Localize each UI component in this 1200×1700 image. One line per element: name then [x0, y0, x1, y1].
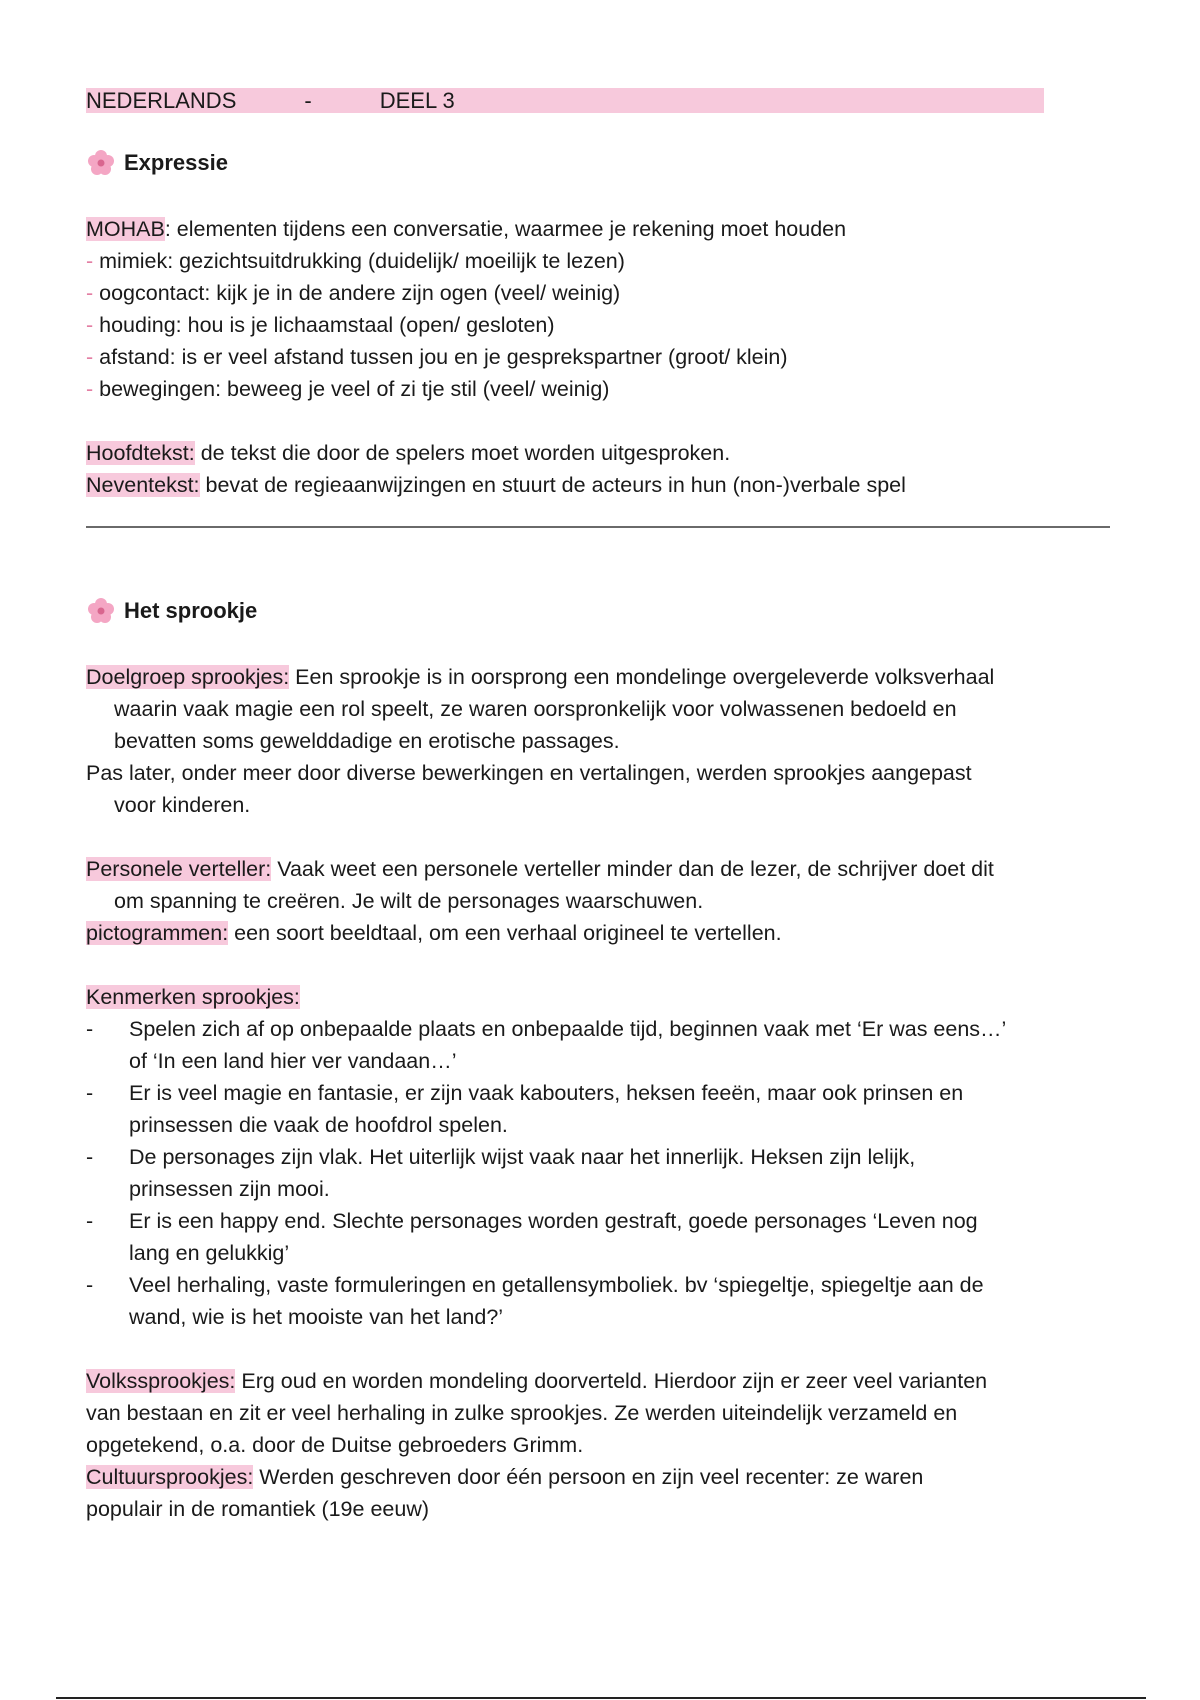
list-item: - houding: hou is je lichaamstaal (open/ gesloten): [86, 313, 555, 337]
title-subject: NEDERLANDS: [86, 88, 237, 113]
hoofdtekst-definition: Hoofdtekst: de tekst die door de spelers moet worden uitgesproken.: [86, 441, 731, 465]
cultuursprookjes-definition: Cultuursprookjes: Werden geschreven door één persoon en zijn veel recenter: ze waren: [86, 1465, 924, 1489]
term-hoofdtekst: Hoofdtekst:: [86, 441, 195, 465]
paragraph-line: bevatten soms gewelddadige en erotische passages.: [114, 729, 620, 753]
volkssprookjes-definition: Volkssprookjes: Erg oud en worden mondeling doorverteld. Hierdoor zijn er zeer veel varianten: [86, 1369, 988, 1393]
paragraph-line: voor kinderen.: [114, 793, 251, 817]
neventekst-definition: Neventekst: bevat de regieaanwijzingen en stuurt de acteurs in hun (non-)verbale spel: [86, 473, 906, 497]
document-title-bar: [86, 88, 1044, 113]
term-cultuursprookjes: Cultuursprookjes:: [86, 1465, 254, 1489]
term-verteller: Personele verteller:: [86, 857, 272, 881]
page-bottom-rule: [56, 1697, 1146, 1699]
list-item: - mimiek: gezichtsuitdrukking (duidelijk/ moeilijk te lezen): [86, 249, 625, 273]
section-heading-sprookje: [86, 596, 257, 626]
section-heading-expressie: [86, 148, 228, 178]
mohab-definition: MOHAB: elementen tijdens een conversatie, waarmee je rekening moet houden: [86, 217, 847, 241]
term-kenmerken: Kenmerken sprookjes:: [86, 985, 300, 1009]
paragraph-line: populair in de romantiek (19e eeuw): [86, 1497, 430, 1521]
section-title: Het sprookje: [124, 598, 258, 623]
paragraph-line: waarin vaak magie een rol speelt, ze waren oorspronkelijk voor volwassenen bedoeld en: [114, 697, 957, 721]
term-volkssprookjes: Volkssprookjes:: [86, 1369, 236, 1393]
section-title: Expressie: [124, 150, 228, 175]
kenmerken-heading: [86, 981, 300, 1013]
title-separator: -: [304, 88, 312, 113]
paragraph-line: van bestaan en zit er veel herhaling in zulke sprookjes. Ze werden uiteindelijk verzameld en: [86, 1401, 958, 1425]
pictogrammen-definition: pictogrammen: een soort beeldtaal, om een verhaal origineel te vertellen.: [86, 921, 782, 945]
paragraph-line: om spanning te creëren. Je wilt de personages waarschuwen.: [114, 889, 704, 913]
paragraph-line: opgetekend, o.a. door de Duitse gebroeders Grimm.: [86, 1433, 584, 1457]
section-divider: [86, 526, 1110, 528]
list-item: - bewegingen: beweeg je veel of zi tje stil (veel/ weinig): [86, 377, 610, 401]
paragraph-line: Pas later, onder meer door diverse bewerkingen en vertalingen, werden sprookjes aangepast: [86, 761, 972, 785]
list-item: - oogcontact: kijk je in de andere zijn ogen (veel/ weinig): [86, 281, 621, 305]
list-item: - afstand: is er veel afstand tussen jou en je gesprekspartner (groot/ klein): [86, 345, 788, 369]
term-neventekst: Neventekst:: [86, 473, 200, 497]
term-doelgroep: Doelgroep sprookjes:: [86, 665, 290, 689]
term-pictogrammen: pictogrammen:: [86, 921, 229, 945]
title-part: DEEL 3: [379, 88, 455, 113]
flower-icon: [86, 148, 116, 178]
flower-icon: [86, 596, 116, 626]
doelgroep-definition: Doelgroep sprookjes: Een sprookje is in oorsprong een mondelinge overgeleverde volksverhaal: [86, 665, 995, 689]
verteller-definition: Personele verteller: Vaak weet een personele verteller minder dan de lezer, de schrijver doet dit: [86, 857, 994, 881]
term-mohab: MOHAB: [86, 217, 165, 241]
